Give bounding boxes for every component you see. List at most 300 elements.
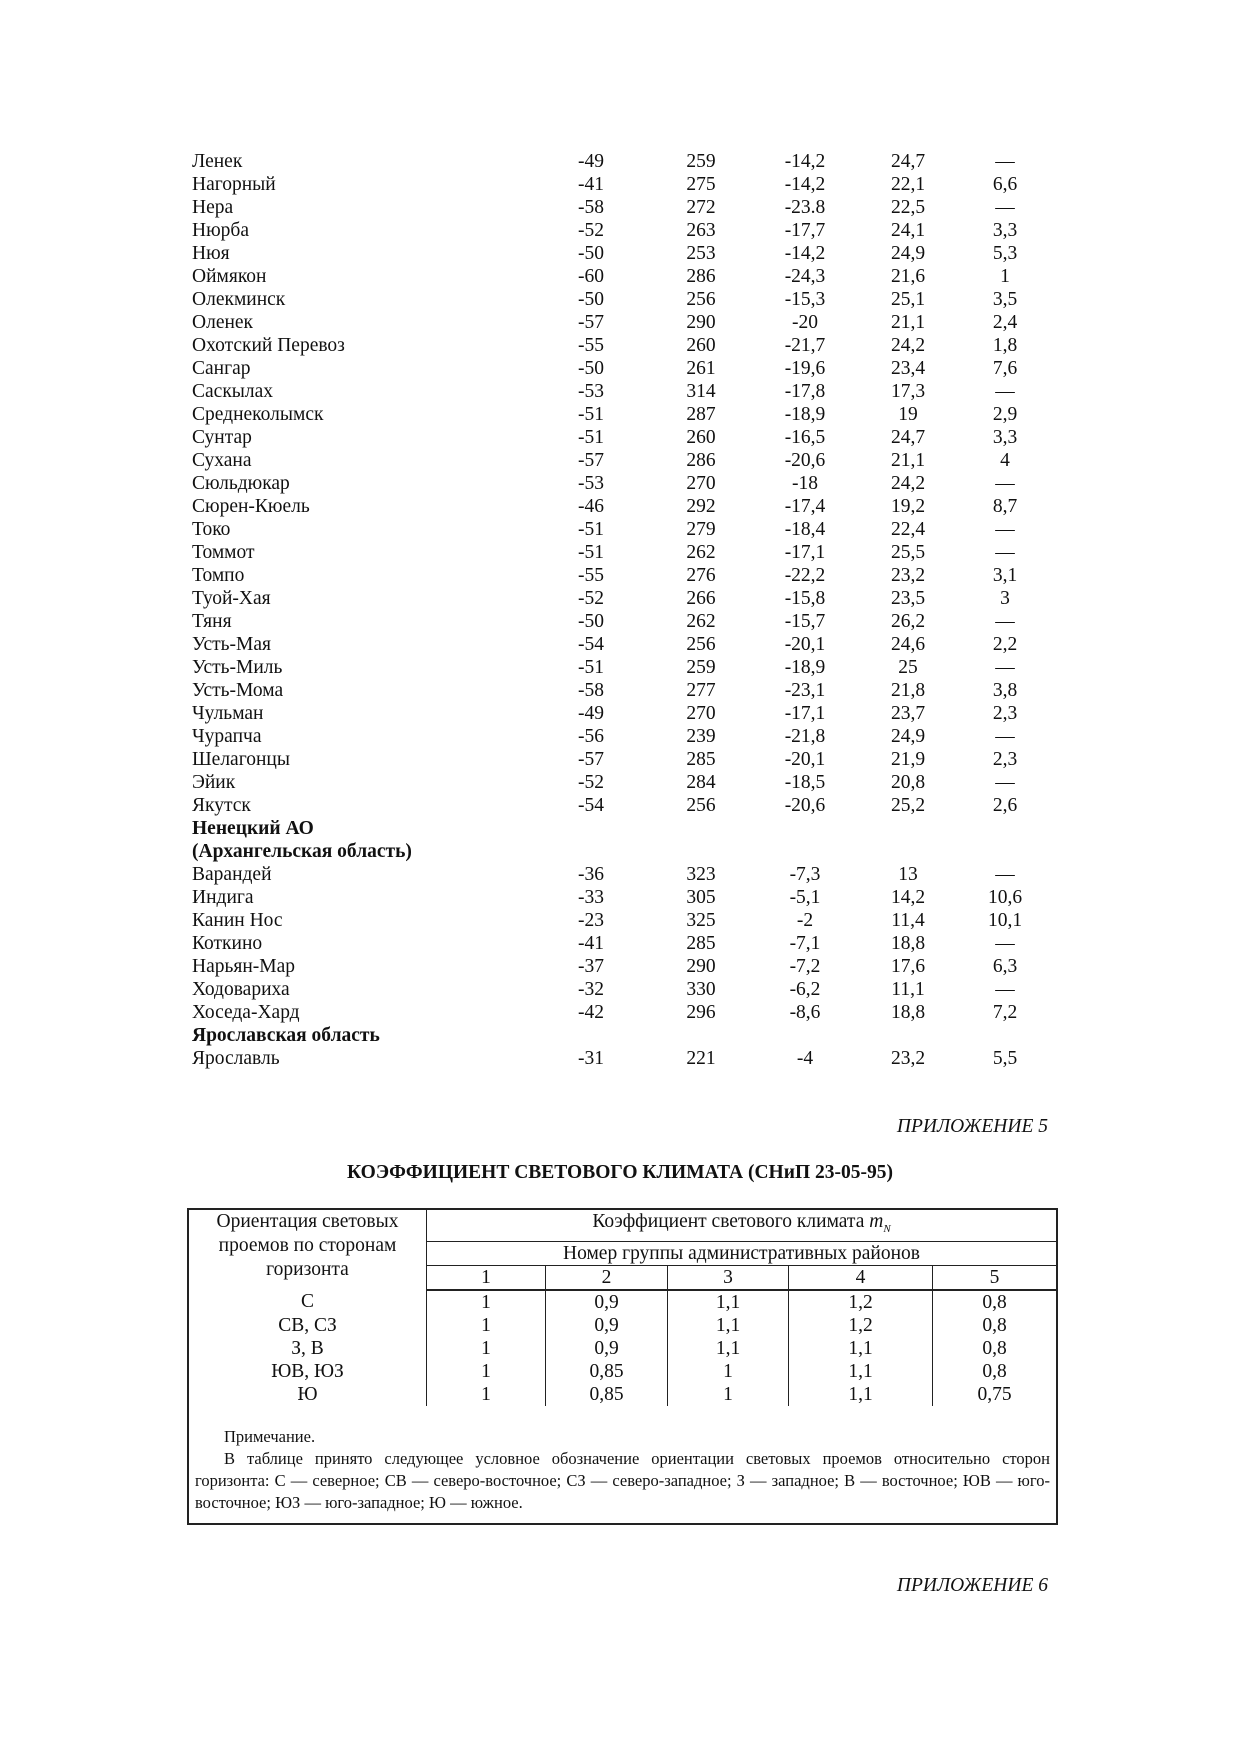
station-value-2: 256 [686,795,716,816]
station-name: Нюя [192,243,230,264]
station-value-1: -51 [578,427,604,448]
station-row [192,955,1072,978]
station-value-5: — [995,542,1015,563]
station-name: Томмот [192,542,255,563]
station-value-5: 2,9 [992,404,1018,425]
station-value-2: 263 [686,220,716,241]
station-row [192,357,1072,380]
station-value-5: 3,1 [992,565,1018,586]
station-name: Токо [192,519,231,540]
station-value-4: 22,1 [890,174,926,195]
station-name: Нарьян-Мар [192,956,296,977]
coefficient-cell: 1,1 [668,1337,789,1360]
station-value-2: 284 [686,772,716,793]
station-name: Ленек [192,151,243,172]
station-value-3: -20 [792,312,818,333]
station-row [192,771,1072,794]
station-value-1: -50 [578,289,604,310]
station-value-3: -8,6 [789,1002,821,1023]
station-value-1: -49 [578,703,604,724]
station-value-2: 305 [686,887,716,908]
station-value-1: -33 [578,887,604,908]
coefficient-cell: 0,75 [977,1383,1012,1405]
station-value-4: 24,9 [890,243,926,264]
station-value-1: -51 [578,542,604,563]
coefficient-cell: 0,85 [546,1360,668,1383]
station-row [192,587,1072,610]
station-value-1: -55 [578,565,604,586]
station-row [192,564,1072,587]
table-row [189,1360,1056,1383]
station-row [192,679,1072,702]
station-value-5: 4 [1000,450,1010,471]
station-value-2: 314 [686,381,716,402]
station-row [192,288,1072,311]
station-value-4: 19 [898,404,918,425]
station-value-2: 260 [686,427,716,448]
station-row [192,311,1072,334]
coefficient-cell: 1 [668,1383,789,1406]
coefficient-cell: 0,8 [982,1337,1007,1359]
station-name: Индига [192,887,254,908]
orientation-cell: С [189,1290,427,1314]
station-value-4: 13 [898,864,918,885]
station-value-3: -20,6 [784,795,826,816]
station-row [192,610,1072,633]
station-row [192,725,1072,748]
station-value-2: 277 [686,680,716,701]
station-row [192,426,1072,449]
station-name: Олекминск [192,289,286,310]
station-value-4: 22,5 [890,197,926,218]
station-value-5: 3,5 [992,289,1018,310]
group-number-header: Номер группы административных районов [427,1241,1057,1265]
station-value-2: 292 [686,496,716,517]
station-value-5: 1,8 [992,335,1018,356]
station-value-1: -57 [578,450,604,471]
station-name: Нагорный [192,174,276,195]
station-value-2: 279 [686,519,716,540]
station-row [192,449,1072,472]
station-value-3: -17,8 [784,381,826,402]
station-row [192,978,1072,1001]
station-value-1: -55 [578,335,604,356]
station-value-2: 286 [686,266,716,287]
station-value-1: -53 [578,381,604,402]
coefficient-cell: 1,1 [668,1290,789,1314]
station-value-4: 24,2 [890,335,926,356]
station-name: Оленек [192,312,254,333]
station-value-1: -52 [578,220,604,241]
station-value-5: 3,8 [992,680,1018,701]
station-value-4: 22,4 [890,519,926,540]
station-value-4: 11,1 [891,979,925,1000]
station-row [192,173,1072,196]
station-value-4: 25 [898,657,918,678]
orientation-cell: З, В [189,1337,427,1360]
station-value-5: — [995,151,1015,172]
light-climate-coefficient-table [187,1208,1058,1525]
station-row [192,1001,1072,1024]
station-row [192,472,1072,495]
station-value-1: -37 [578,956,604,977]
station-value-4: 18,8 [890,1002,926,1023]
station-value-3: -17,7 [784,220,826,241]
station-value-3: -20,1 [784,749,826,770]
station-value-3: -7,1 [789,933,821,954]
station-name: Сухана [192,450,252,471]
station-name: Саскылах [192,381,274,402]
station-value-1: -41 [578,174,604,195]
station-value-3: -20,6 [784,450,826,471]
station-value-2: 323 [686,864,716,885]
group-number-4: 4 [789,1265,933,1290]
station-row [192,863,1072,886]
table-row [189,1314,1056,1337]
station-name: Чурапча [192,726,262,747]
station-value-2: 285 [686,933,716,954]
station-row [192,380,1072,403]
station-value-5: — [995,726,1015,747]
station-value-1: -50 [578,358,604,379]
station-value-5: 3 [1000,588,1010,609]
station-value-1: -41 [578,933,604,954]
station-value-3: -23,1 [784,680,826,701]
station-value-4: 18,8 [890,933,926,954]
station-value-4: 17,3 [890,381,926,402]
station-value-4: 21,1 [890,450,926,471]
climate-data-table [192,150,1072,1070]
station-row [192,702,1072,725]
station-row [192,150,1072,173]
station-value-5: — [995,864,1015,885]
orientation-cell: СВ, СЗ [189,1314,427,1337]
station-value-5: 3,3 [992,427,1018,448]
orientation-cell: Ю [189,1383,427,1406]
station-value-4: 23,7 [890,703,926,724]
station-value-4: 24,2 [890,473,926,494]
station-row [192,1047,1072,1070]
station-value-1: -32 [578,979,604,1000]
station-value-5: 5,5 [992,1048,1018,1069]
station-value-2: 260 [686,335,716,356]
station-name: Охотский Перевоз [192,335,345,356]
station-value-1: -51 [578,404,604,425]
station-value-5: — [995,772,1015,793]
station-value-3: -14,2 [784,151,826,172]
station-value-1: -51 [578,519,604,540]
station-value-1: -52 [578,772,604,793]
station-row [192,886,1072,909]
station-name: Эйик [192,772,236,793]
station-value-1: -56 [578,726,604,747]
station-name: Нера [192,197,234,218]
station-value-2: 290 [686,312,716,333]
station-value-4: 11,4 [891,910,925,931]
station-value-3: -19,6 [784,358,826,379]
appendix-6-label: ПРИЛОЖЕНИЕ 6 [896,1575,1048,1596]
table-row [189,1383,1056,1406]
station-row [192,748,1072,771]
station-value-3: -7,2 [789,956,821,977]
station-row [192,403,1072,426]
station-row [192,541,1072,564]
station-name: Усть-Мома [192,680,284,701]
station-value-3: -20,1 [784,634,826,655]
coefficient-cell: 1,1 [789,1383,933,1406]
station-value-3: -23.8 [784,197,826,218]
region-header [192,817,1072,840]
station-value-3: -6,2 [789,979,821,1000]
region-header [192,840,1072,863]
station-value-2: 259 [686,657,716,678]
station-name: Ярославль [192,1048,280,1069]
station-value-1: -50 [578,611,604,632]
station-value-3: -21,7 [784,335,826,356]
station-value-2: 330 [686,979,716,1000]
station-value-2: 261 [686,358,716,379]
station-value-5: 5,3 [992,243,1018,264]
station-value-5: 3,3 [992,220,1018,241]
station-value-3: -17,1 [784,703,826,724]
station-name: Сангар [192,358,251,379]
station-value-5: — [995,519,1015,540]
station-value-5: 2,2 [992,634,1018,655]
station-value-5: — [995,933,1015,954]
station-row [192,633,1072,656]
station-value-5: — [995,381,1015,402]
station-value-2: 275 [686,174,716,195]
station-value-3: -18,9 [784,657,826,678]
station-value-1: -54 [578,634,604,655]
station-value-4: 24,1 [890,220,926,241]
station-value-5: — [995,657,1015,678]
station-row [192,242,1072,265]
coefficient-rows [189,1290,1056,1406]
station-name: Среднеколымск [192,404,324,425]
station-value-4: 19,2 [890,496,926,517]
station-value-1: -46 [578,496,604,517]
station-value-3: -18,5 [784,772,826,793]
station-value-5: — [995,979,1015,1000]
orientation-header: Ориентация световых проемов по сторонам горизонта [189,1210,427,1290]
coefficient-cell: 1 [427,1314,546,1337]
station-value-1: -31 [578,1048,604,1069]
station-row [192,196,1072,219]
coefficient-cell: 1 [427,1290,546,1314]
station-value-2: 262 [686,542,716,563]
station-value-5: 2,4 [992,312,1018,333]
table-row [189,1337,1056,1360]
station-value-5: — [995,611,1015,632]
station-value-4: 23,2 [890,1048,926,1069]
station-value-2: 276 [686,565,716,586]
station-value-5: 10,1 [987,910,1023,931]
station-value-3: -15,8 [784,588,826,609]
station-value-2: 286 [686,450,716,471]
station-value-4: 24,7 [890,151,926,172]
station-value-5: 6,6 [992,174,1018,195]
coefficient-cell: 1 [427,1383,546,1406]
station-value-2: 239 [686,726,716,747]
group-number-5: 5 [933,1265,1057,1290]
station-value-3: -5,1 [789,887,821,908]
station-row [192,265,1072,288]
station-value-2: 272 [686,197,716,218]
station-value-1: -53 [578,473,604,494]
station-value-3: -22,2 [784,565,826,586]
station-value-4: 23,4 [890,358,926,379]
coefficient-cell: 1,1 [668,1314,789,1337]
region-name: Ярославская область [192,1025,380,1046]
coefficient-cell: 0,8 [982,1291,1007,1313]
coefficient-table-title: КОЭФФИЦИЕНТ СВЕТОВОГО КЛИМАТА (СНиП 23-05-95) [347,1162,893,1183]
note-body: В таблице принято следующее условное обозначение ориентации световых проемов относительно сторон горизонта: С — северное; СВ — северо-восточное; СЗ — северо-западное; З — западное; В — восточное; ЮВ — юго-восточное; ЮЗ — юго-западное; Ю — южное. [195,1448,1050,1512]
orientation-cell: ЮВ, ЮЗ [189,1360,427,1383]
station-value-2: 221 [686,1048,716,1069]
station-value-1: -58 [578,197,604,218]
table-note [189,1406,1056,1514]
station-value-5: — [995,197,1015,218]
group-number-3: 3 [668,1265,789,1290]
station-name: Усть-Мая [192,634,271,655]
station-name: Чульман [192,703,264,724]
station-value-2: 285 [686,749,716,770]
station-value-1: -42 [578,1002,604,1023]
station-row [192,909,1072,932]
station-value-1: -23 [578,910,604,931]
station-value-2: 270 [686,703,716,724]
station-row [192,219,1072,242]
region-name: Ненецкий АО [192,818,314,839]
station-value-1: -54 [578,795,604,816]
station-value-3: -18,4 [784,519,826,540]
station-value-4: 26,2 [890,611,926,632]
station-value-2: 253 [686,243,716,264]
station-value-4: 21,6 [890,266,926,287]
station-value-3: -21,8 [784,726,826,747]
station-value-4: 20,8 [890,772,926,793]
coefficient-cell: 0,9 [546,1314,668,1337]
station-value-3: -18,9 [784,404,826,425]
coefficient-header: Коэффициент светового климата $m_N$ [427,1210,1057,1241]
station-value-3: -17,1 [784,542,826,563]
station-value-5: 2,3 [992,749,1018,770]
station-value-1: -36 [578,864,604,885]
station-value-3: -7,3 [789,864,821,885]
station-value-4: 23,5 [890,588,926,609]
station-name: Тяня [192,611,232,632]
station-value-3: -17,4 [784,496,826,517]
station-row [192,495,1072,518]
station-value-2: 290 [686,956,716,977]
station-value-1: -51 [578,657,604,678]
station-value-1: -58 [578,680,604,701]
station-value-4: 25,5 [890,542,926,563]
station-value-1: -60 [578,266,604,287]
station-value-5: 2,6 [992,795,1018,816]
station-name: Коткино [192,933,263,954]
station-row [192,932,1072,955]
station-name: Томпо [192,565,245,586]
station-value-3: -14,2 [784,243,826,264]
station-value-1: -50 [578,243,604,264]
coefficient-cell: 1,1 [789,1360,933,1383]
station-value-1: -57 [578,749,604,770]
station-value-5: 1 [1000,266,1010,287]
coefficient-cell: 1 [427,1337,546,1360]
station-value-2: 325 [686,910,716,931]
station-name: Шелагонцы [192,749,290,770]
station-value-4: 21,8 [890,680,926,701]
station-name: Якутск [192,795,251,816]
region-name: (Архангельская область) [192,841,412,862]
station-value-2: 259 [686,151,716,172]
station-row [192,334,1072,357]
station-row [192,656,1072,679]
station-value-3: -24,3 [784,266,826,287]
station-value-3: -18 [792,473,818,494]
region-header [192,1024,1072,1047]
station-value-2: 287 [686,404,716,425]
station-name: Усть-Миль [192,657,283,678]
station-value-5: 6,3 [992,956,1018,977]
appendix-5-label: ПРИЛОЖЕНИЕ 5 [896,1116,1048,1137]
station-value-4: 17,6 [890,956,926,977]
station-row [192,518,1072,541]
station-value-2: 256 [686,289,716,310]
station-name: Оймякон [192,266,267,287]
station-name: Ходовариха [192,979,290,1000]
station-value-2: 262 [686,611,716,632]
station-value-2: 256 [686,634,716,655]
station-name: Сунтар [192,427,252,448]
station-value-5: 2,3 [992,703,1018,724]
station-value-5: 7,6 [992,358,1018,379]
coefficient-cell: 0,85 [546,1383,668,1406]
coefficient-cell: 0,8 [982,1360,1007,1382]
station-value-2: 270 [686,473,716,494]
coefficient-cell: 0,8 [982,1314,1007,1336]
station-value-4: 14,2 [890,887,926,908]
station-value-4: 23,2 [890,565,926,586]
station-name: Туой-Хая [192,588,271,609]
station-value-1: -49 [578,151,604,172]
station-value-4: 21,1 [890,312,926,333]
coefficient-cell: 0,9 [546,1337,668,1360]
station-value-1: -57 [578,312,604,333]
group-number-2: 2 [546,1265,668,1290]
station-value-3: -14,2 [784,174,826,195]
table-row [189,1290,1056,1314]
station-value-5: 10,6 [987,887,1023,908]
station-value-1: -52 [578,588,604,609]
station-name: Хоседа-Хард [192,1002,300,1023]
coefficient-cell: 1 [427,1360,546,1383]
station-value-3: -16,5 [784,427,826,448]
station-name: Сюрен-Кюель [192,496,310,517]
station-value-5: 8,7 [992,496,1018,517]
note-title: Примечание. [224,1426,316,1446]
station-value-4: 25,2 [890,795,926,816]
station-name: Канин Нос [192,910,283,931]
station-row [192,794,1072,817]
station-value-4: 24,7 [890,427,926,448]
coefficient-cell: 1 [668,1360,789,1383]
station-value-4: 24,9 [890,726,926,747]
coefficient-cell: 1,2 [789,1290,933,1314]
station-value-4: 21,9 [890,749,926,770]
